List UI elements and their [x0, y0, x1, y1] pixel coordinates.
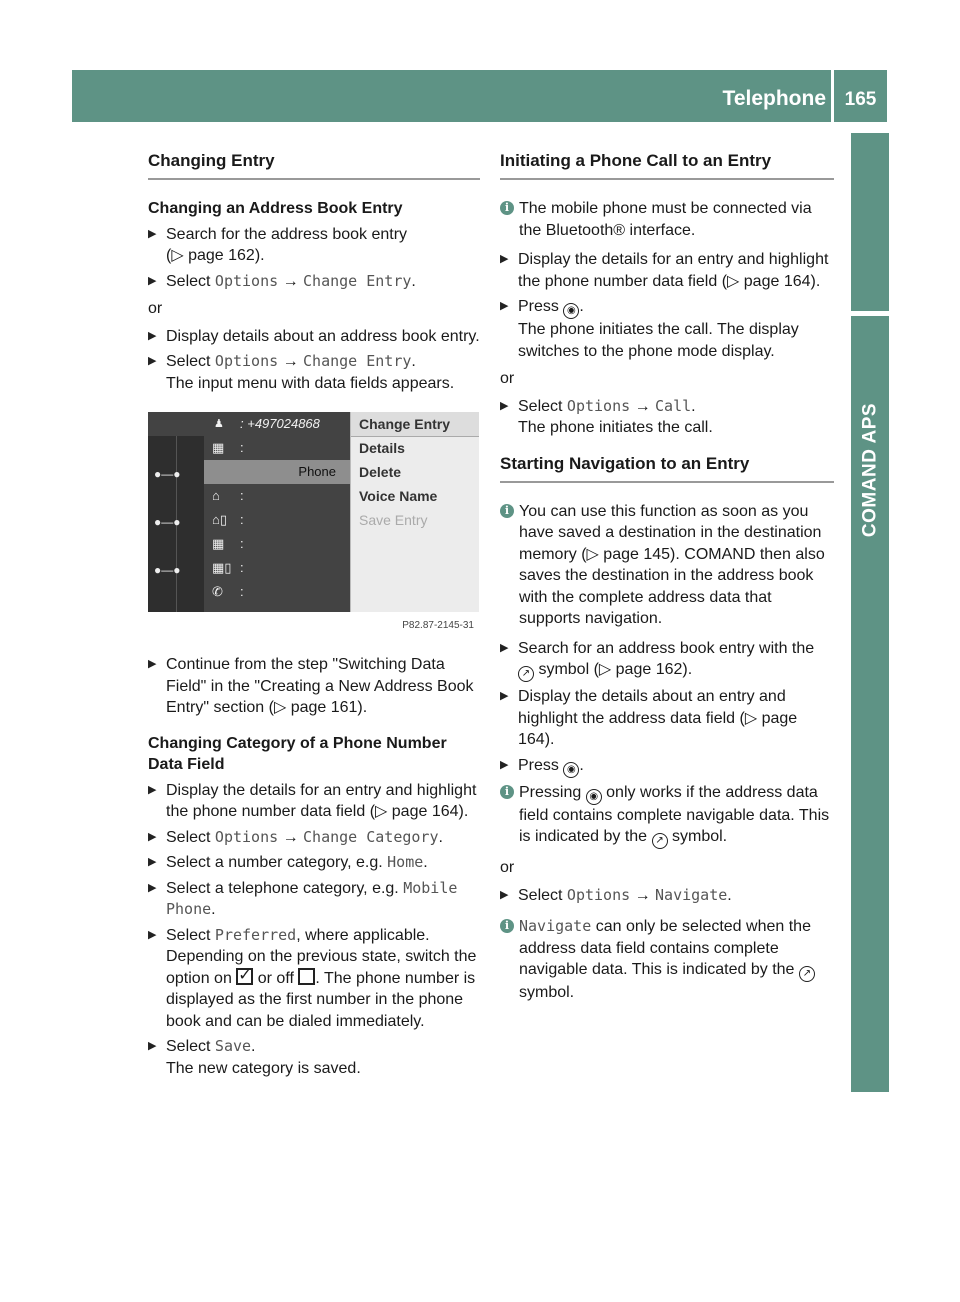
field-row: ⌂▯ : [204, 508, 350, 532]
number-row: ♟ : +497024868 [204, 412, 350, 436]
field-row-highlighted: Phone [298, 464, 336, 479]
link-icon: ●—● [154, 563, 181, 577]
navigable-data-icon: ↗ [799, 966, 815, 982]
step-arrow-icon: ▶ [148, 355, 157, 367]
step-arrow-icon: ▶ [500, 253, 509, 265]
side-tab [851, 133, 889, 311]
business-icon: ▦ [212, 440, 225, 455]
step-arrow-icon: ▶ [148, 830, 157, 843]
step: ▶ Select Options → Change Entry. [148, 271, 480, 293]
step: ▶ Select Options → Change Entry. The input menu with data fields appears. [148, 352, 455, 392]
checkbox-checked-icon [236, 968, 253, 985]
step-arrow-icon: ▶ [148, 856, 157, 868]
menu-item-details[interactable]: Details [359, 440, 405, 456]
step: ▶ Select a telephone category, e.g. Mobile Phone. [148, 878, 458, 918]
step: ▶ Search for the address book entry (▷ page 162). [148, 225, 408, 264]
home-icon: ⌂ [212, 488, 220, 503]
step-arrow-icon: ▶ [500, 399, 509, 412]
controller-press-icon: ◉ [586, 789, 602, 805]
info-note: i Navigate can only be selected when the address data field contains complete navigable data. This is indicated by the ↗ symbol. [500, 916, 834, 1004]
side-chapter-label: COMAND APS [859, 402, 881, 538]
step-arrow-icon: ▶ [148, 783, 157, 796]
link-icon: ●—● [154, 515, 181, 529]
step: ▶ Press ◉ . The phone initiates the call. The display switches to the phone mode display. [500, 298, 799, 360]
step-arrow-icon: ▶ [148, 881, 157, 894]
section-title: Changing Entry [148, 150, 480, 180]
info-icon: i [500, 201, 514, 215]
step: ▶ Select Save. The new category is saved. [148, 1037, 361, 1077]
or-text: or [500, 859, 515, 876]
info-note: i You can use this function as soon as you have saved a destination in the destination memory (▷ page 145). COMAND then also saves the destination in the address book with the complete address data that supports navigation. [500, 501, 834, 630]
business-icon: ▦ [212, 536, 225, 551]
step: ▶ Select Options → Change Category. [148, 827, 480, 849]
menu-item-change-entry[interactable]: Change Entry [359, 416, 451, 432]
step: ▶ Select Options → Navigate. [500, 885, 834, 907]
menu-item-save-entry: Save Entry [359, 512, 428, 528]
figure-caption: P82.87-2145-31 [402, 620, 474, 631]
section-title: Starting Navigation to an Entry [500, 453, 834, 483]
step-arrow-icon: ▶ [500, 690, 509, 702]
controller-press-icon: ◉ [563, 303, 579, 319]
or-text: or [148, 300, 163, 317]
step: ▶ Select a number category, e.g. Home. [148, 852, 480, 874]
field-row: ✆ : [204, 580, 350, 604]
step: ▶ Display details about an address book entry. [148, 326, 480, 348]
step-arrow-icon: ▶ [500, 888, 509, 901]
subsection-title: Changing an Address Book Entry [148, 200, 403, 217]
step-arrow-icon: ▶ [500, 300, 509, 312]
field-row: ▦ : [204, 532, 350, 556]
right-column [500, 150, 834, 1012]
step: ▶ Press ◉ . [500, 755, 834, 778]
info-note: i The mobile phone must be connected via the Bluetooth® interface. [500, 198, 834, 241]
step: ▶ Select Preferred, where applicable. Depending on the previous state, switch the option on ✓ or off . The phone number is displayed as the first number in the phone book and can be dialed immediately. [148, 925, 480, 1033]
menu-item-delete[interactable]: Delete [359, 464, 402, 480]
navigable-data-icon: ↗ [652, 833, 668, 849]
step-arrow-icon: ▶ [500, 641, 509, 654]
section-title: Initiating a Phone Call to an Entry [500, 150, 834, 180]
step: ▶ Search for an address book entry with the ↗ symbol (▷ page 162). [500, 638, 834, 683]
info-note: i Pressing ◉ only works if the address data field contains complete navigable data. This is indicated by the ↗ symbol. [500, 782, 834, 850]
field-row: ▦▯ : [204, 556, 350, 580]
left-column [148, 150, 480, 1083]
link-icon: ●—● [154, 467, 181, 481]
step-arrow-icon: ▶ [148, 274, 157, 287]
step-arrow-icon: ▶ [500, 758, 509, 771]
menu-item-voice-name[interactable]: Voice Name [359, 488, 438, 504]
step-arrow-icon: ▶ [148, 1040, 157, 1052]
phone-icon: ✆ [212, 584, 223, 599]
person-icon: ♟ [214, 418, 224, 430]
step-arrow-icon: ▶ [148, 658, 157, 670]
step: ▶ Display the details for an entry and highlight the phone number data field (▷ page 164). [148, 781, 477, 820]
step: ▶ Continue from the step "Switching Data Field" in the "Creating a New Address Book Entry" section (▷ page 161). [148, 656, 474, 716]
info-icon: i [500, 785, 514, 799]
step-arrow-icon: ▶ [148, 928, 157, 941]
info-icon: i [500, 504, 514, 518]
display-screenshot [148, 412, 480, 634]
page-title: Telephone [722, 87, 826, 110]
step-arrow-icon: ▶ [148, 329, 157, 342]
step-arrow-icon: ▶ [148, 227, 157, 240]
field-row: ⌂ : [204, 484, 350, 508]
or-text: or [500, 370, 515, 387]
page-number: 165 [844, 89, 877, 110]
step: ▶ Display the details for an entry and highlight the phone number data field (▷ page 164). [500, 251, 829, 290]
checkbox-unchecked-icon [298, 968, 315, 985]
subsection-title: Changing Category of a Phone Number Data Field [148, 734, 447, 773]
step: ▶ Select Options → Call. The phone initiates the call. [500, 396, 713, 436]
home-mobile-icon: ⌂▯ [212, 512, 228, 527]
controller-press-icon: ◉ [563, 762, 579, 778]
info-icon: i [500, 919, 514, 933]
navigable-data-icon: ↗ [518, 666, 534, 682]
step: ▶ Display the details about an entry and highlight the address data field (▷ page 164). [500, 688, 798, 748]
business-mobile-icon: ▦▯ [212, 560, 232, 575]
context-menu [350, 412, 479, 612]
field-row: ▦ : [204, 436, 350, 460]
